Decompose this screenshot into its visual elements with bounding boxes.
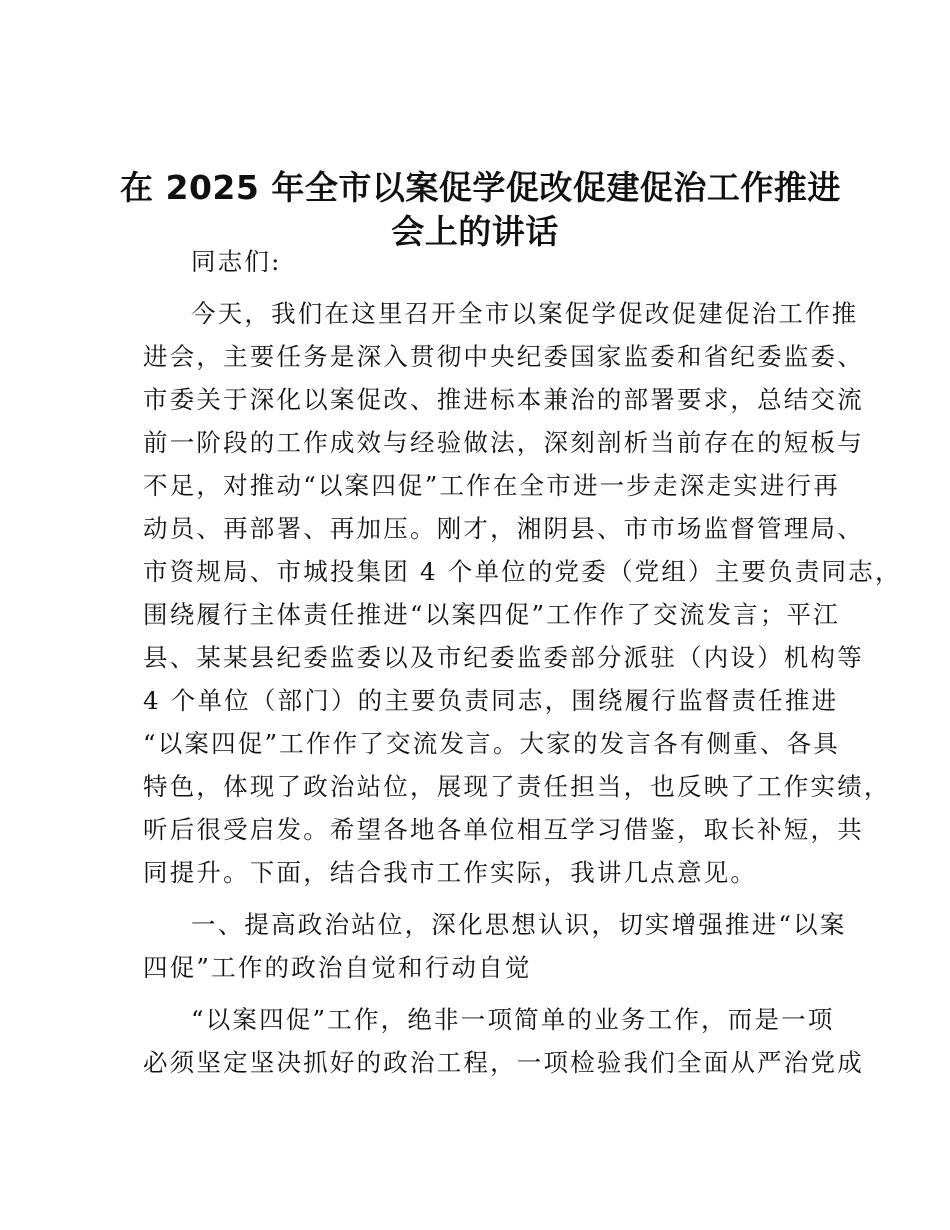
- heading-line: 一、提高政治站位，深化思想认识，切实增强推进“以案: [191, 910, 847, 939]
- paragraph-line: 必须坚定坚决抓好的政治工程，一项检验我们全面从严治党成: [143, 1048, 864, 1077]
- paragraph-line: 市委关于深化以案促改、推进标本兼治的部署要求，总结交流: [143, 385, 864, 414]
- paragraph-line: 县、某某县纪委监委以及市纪委监委部分派驻（内设）机构等: [143, 643, 864, 672]
- title-line: 会上的讲话: [391, 212, 559, 251]
- salutation: 同志们:: [191, 247, 282, 276]
- paragraph-line: 动员、再部署、再加压。刚才，湘阴县、市市场监督管理局、: [143, 514, 864, 543]
- paragraph-intro: [143, 292, 902, 894]
- paragraph-line: 进会，主要任务是深入贯彻中央纪委国家监委和省纪委监委、: [143, 342, 864, 371]
- paragraph-line: 今天，我们在这里召开全市以案促学促改促建促治工作推: [191, 299, 859, 328]
- paragraph-line: 围绕履行主体责任推进“以案四促”工作作了交流发言；平江: [143, 600, 840, 629]
- paragraph-line: “以案四促”工作作了交流发言。大家的发言各有侧重、各具: [143, 729, 840, 758]
- paragraph-line: 同提升。下面，结合我市工作实际，我讲几点意见。: [143, 858, 758, 887]
- heading-line: 四促”工作的政治自觉和行动自觉: [143, 953, 532, 982]
- paragraph-section-1: [143, 998, 864, 1084]
- paragraph-line: 市资规局、市城投集团 4 个单位的党委（党组）主要负责同志，: [143, 557, 902, 586]
- section-heading-1: [143, 903, 847, 989]
- paragraph-line: 4 个单位（部门）的主要负责同志，围绕履行监督责任推进: [143, 686, 839, 715]
- paragraph-line: 特色，体现了政治站位，展现了责任担当，也反映了工作实绩，: [143, 772, 891, 801]
- document-body: [143, 240, 902, 1084]
- paragraph-line: 不足，对推动“以案四促”工作在全市进一步走深走实进行再: [143, 471, 840, 500]
- title-line: 在 2025 年全市以案促学促改促建促治工作推进: [120, 168, 841, 207]
- paragraph-line: 前一阶段的工作成效与经验做法，深刻剖析当前存在的短板与: [143, 428, 864, 457]
- paragraph-line: 听后很受启发。希望各地各单位相互学习借鉴，取长补短，共: [143, 815, 864, 844]
- paragraph-line: “以案四促”工作，绝非一项简单的业务工作，而是一项: [191, 1005, 835, 1034]
